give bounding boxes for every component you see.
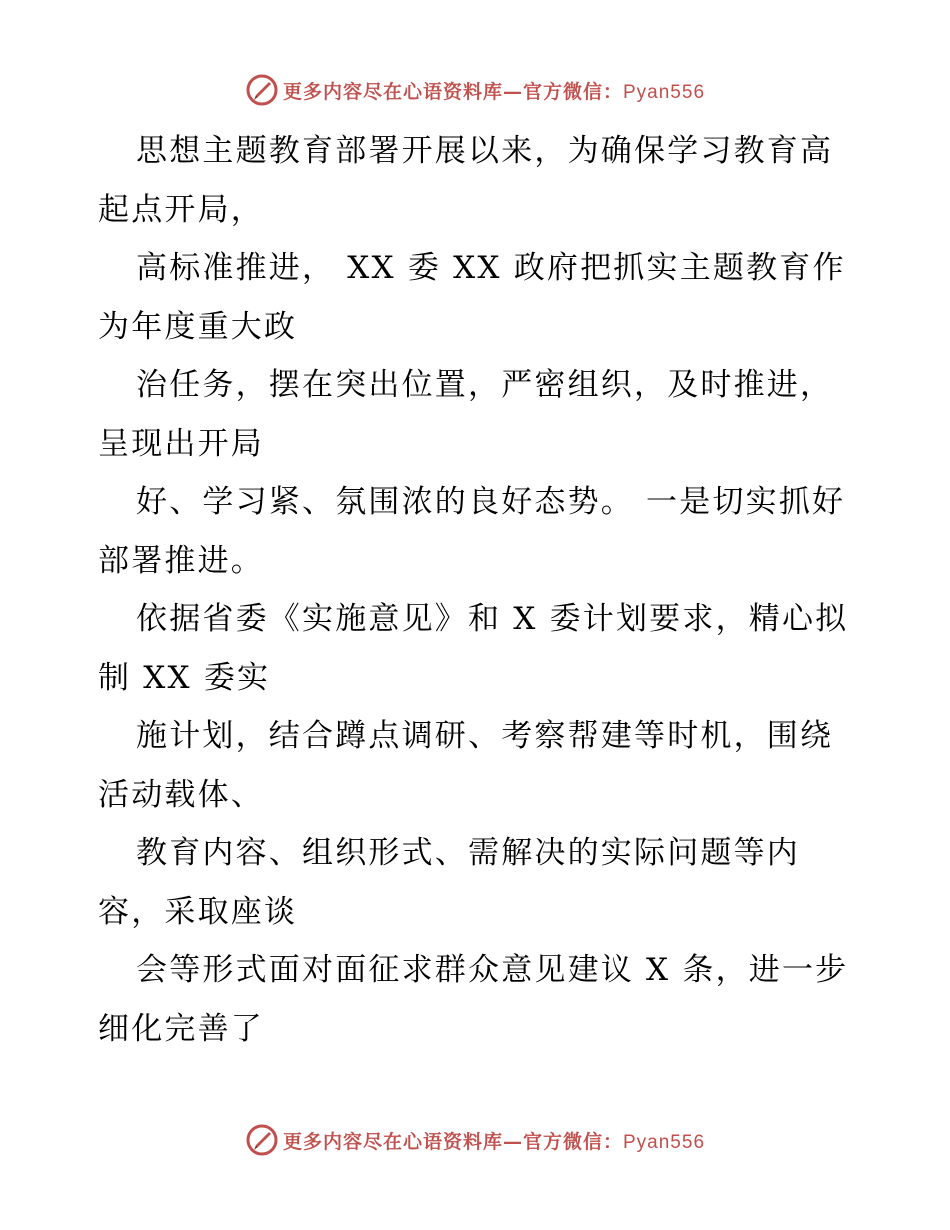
paragraph-4: 好、学习紧、氛围浓的良好态势。 一是切实抓好部署推进。 — [98, 484, 846, 579]
paragraph-5: 依据省委《实施意见》和 X 委计划要求，精心拟制 XX 委实 — [98, 601, 849, 696]
paragraph-6: 施计划，结合蹲点调研、考察帮建等时机，围绕活动载体、 — [98, 718, 834, 813]
paragraph-7: 教育内容、组织形式、需解决的实际问题等内容，采取座谈 — [98, 835, 800, 930]
paragraph-3: 治任务，摆在突出位置，严密组织，及时推进，呈现出开局 — [98, 367, 834, 462]
paragraph-2: 高标准推进， XX 委 XX 政府把抓实主题教育作为年度重大政 — [98, 250, 846, 345]
header-watermark — [0, 70, 950, 110]
footer-label: 更多内容尽在心语资料库—官方微信： — [282, 1130, 623, 1153]
footer-watermark — [0, 1120, 950, 1160]
logo-icon — [245, 73, 279, 107]
footer-text — [283, 1127, 705, 1154]
paragraph-8: 会等形式面对面征求群众意见建议 X 条，进一步细化完善了 — [98, 952, 849, 1047]
header-wechat-id: Pyan556 — [623, 81, 706, 103]
logo-icon — [245, 1123, 279, 1157]
header-text — [283, 77, 705, 104]
document-body — [98, 122, 858, 1058]
header-label: 更多内容尽在心语资料库—官方微信： — [282, 80, 623, 103]
footer-wechat-id: Pyan556 — [623, 1131, 706, 1153]
paragraph-1: 思想主题教育部署开展以来，为确保学习教育高起点开局， — [98, 133, 834, 228]
